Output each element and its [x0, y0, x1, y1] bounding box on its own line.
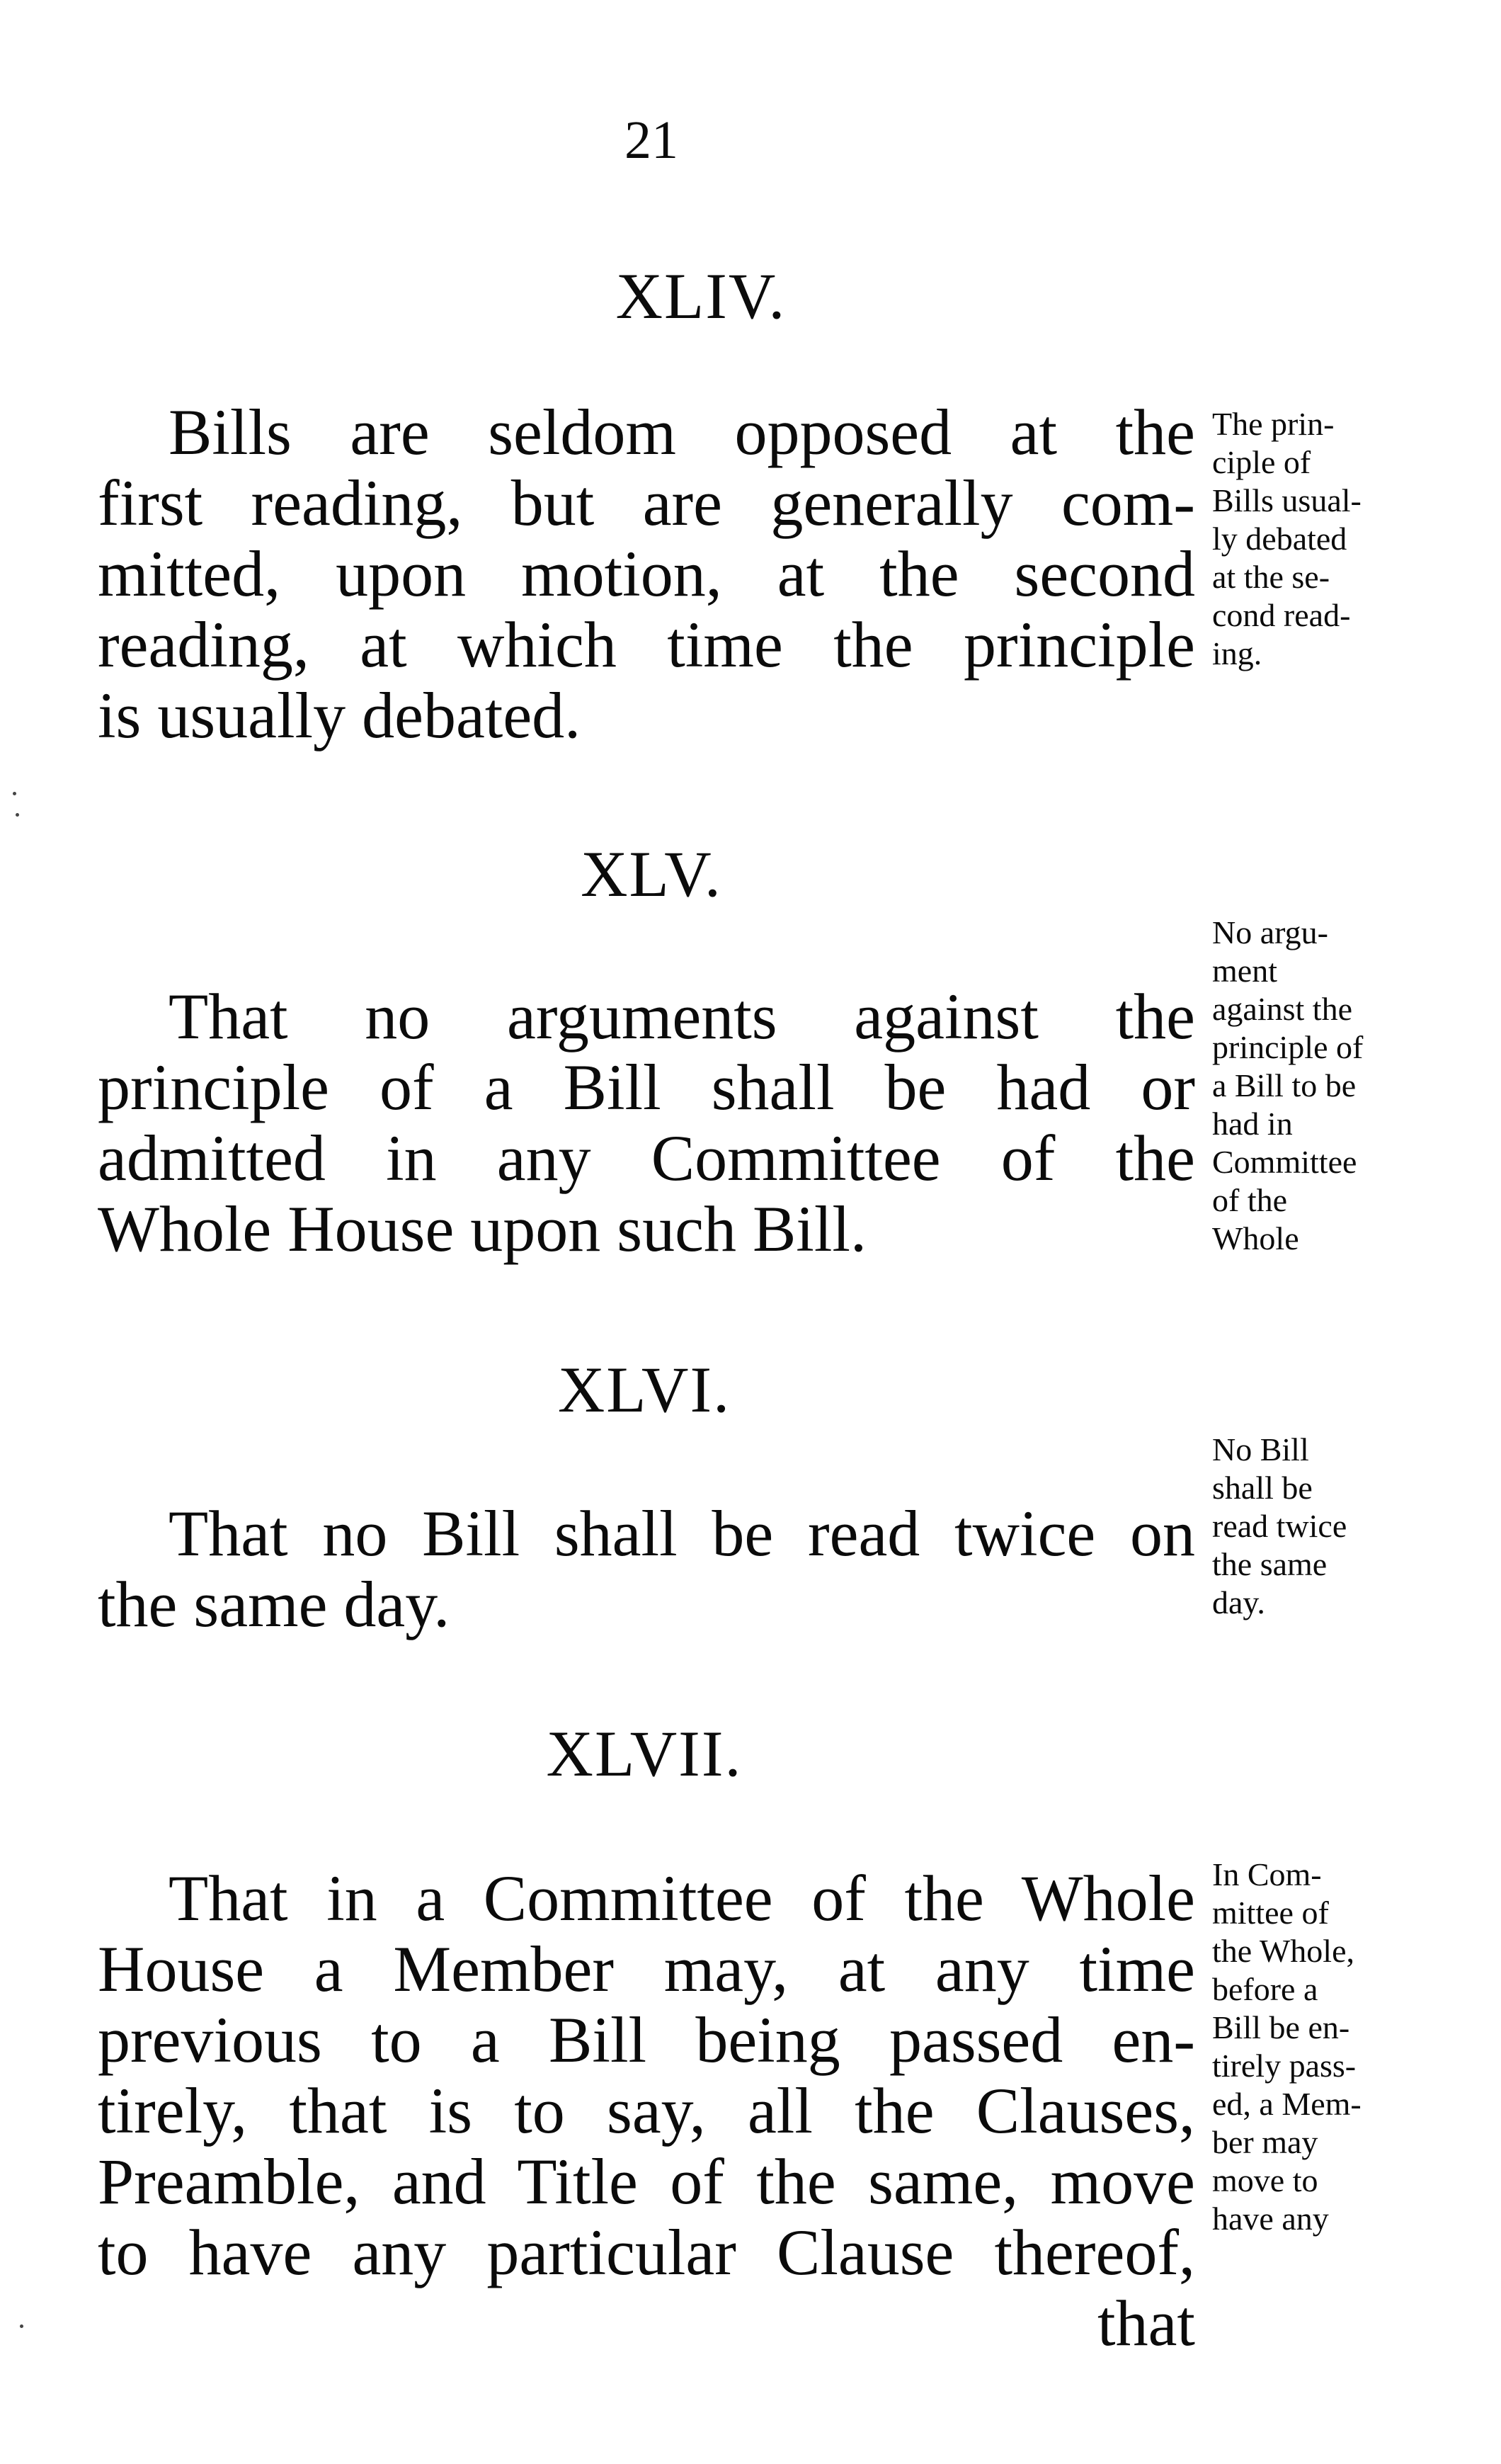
margin-note-line: the same — [1212, 1546, 1328, 1582]
margin-note-line: day. — [1212, 1584, 1265, 1620]
margin-note-line: The prin- — [1212, 406, 1335, 442]
text-line: is usually debated. — [98, 679, 581, 751]
margin-note-line: shall be — [1212, 1470, 1313, 1506]
margin-note-line: Whole — [1212, 1220, 1299, 1256]
margin-note-line: read twice — [1212, 1508, 1347, 1544]
scan-speck — [13, 792, 16, 795]
section-heading-xlvi: XLVI. — [557, 1353, 731, 1426]
text-line: That in a Committee of the Whole — [169, 1862, 1195, 1934]
margin-note-line: ing. — [1212, 635, 1262, 671]
margin-note-xlvii — [1212, 1856, 1439, 2238]
margin-note-line: Bill be en- — [1212, 2009, 1350, 2045]
margin-note-line: of the — [1212, 1182, 1288, 1218]
scan-speck — [20, 2324, 23, 2328]
margin-note-line: No Bill — [1212, 1431, 1309, 1467]
text-line: first reading, but are generally com- — [98, 467, 1195, 539]
margin-note-line: ly debated — [1212, 521, 1347, 557]
text-line: Preamble, and Title of the same, move — [98, 2145, 1195, 2218]
text-line: principle of a Bill shall be had or — [98, 1051, 1195, 1123]
scan-speck — [16, 813, 19, 817]
text-line: the same day. — [98, 1568, 450, 1640]
margin-note-line: at the se- — [1212, 559, 1330, 595]
section-text-xliv — [98, 397, 1195, 751]
margin-note-line: principle of — [1212, 1029, 1364, 1065]
margin-note-line: mittee of — [1212, 1895, 1329, 1931]
margin-note-line: a Bill to be — [1212, 1067, 1357, 1103]
margin-note-line: ber may — [1212, 2124, 1318, 2160]
margin-note-line: Bills usual- — [1212, 482, 1362, 518]
margin-note-line: had in — [1212, 1106, 1293, 1142]
text-line: Whole House upon such Bill. — [98, 1193, 867, 1265]
text-line: reading, at which time the principle — [98, 608, 1195, 681]
text-line: to have any particular Clause thereof, — [98, 2216, 1195, 2288]
text-line: that — [1097, 2287, 1195, 2359]
margin-note-line: In Com- — [1212, 1856, 1322, 1892]
margin-note-line: cond read- — [1212, 597, 1351, 633]
text-line: previous to a Bill being passed en- — [98, 2004, 1195, 2076]
text-line: tirely, that is to say, all the Clauses, — [98, 2074, 1195, 2147]
margin-note-line: ciple of — [1212, 444, 1311, 480]
margin-note-line: move to — [1212, 2162, 1318, 2198]
margin-note-line: against the — [1212, 991, 1352, 1027]
text-line: That no arguments against the — [169, 980, 1195, 1052]
text-line: admitted in any Committee of the — [98, 1122, 1195, 1194]
margin-note-line: ment — [1212, 953, 1277, 989]
text-line: House a Member may, at any time — [98, 1933, 1195, 2005]
margin-note-line: ed, a Mem- — [1212, 2086, 1362, 2122]
margin-note-xliv — [1212, 405, 1439, 673]
margin-note-xlv — [1212, 914, 1439, 1258]
section-heading-xliv: XLIV. — [615, 260, 787, 332]
margin-note-line: tirely pass- — [1212, 2048, 1357, 2084]
section-text-xlv — [98, 981, 1195, 1264]
margin-note-line: before a — [1212, 1971, 1318, 2007]
margin-note-line: the Whole, — [1212, 1933, 1354, 1969]
text-line: That no Bill shall be read twice on — [169, 1497, 1195, 1569]
margin-note-line: Committee — [1212, 1144, 1357, 1180]
page-number: 21 — [624, 110, 678, 170]
section-text-xlvii — [98, 1863, 1195, 2358]
text-line: mitted, upon motion, at the second — [98, 538, 1195, 610]
text-line: Bills are seldom opposed at the — [169, 396, 1195, 468]
section-heading-xlv: XLV. — [581, 838, 722, 910]
margin-note-xlvi — [1212, 1431, 1439, 1622]
section-text-xlvi — [98, 1498, 1195, 1640]
margin-note-line: No argu- — [1212, 914, 1328, 950]
margin-note-line: have any — [1212, 2201, 1329, 2237]
section-heading-xlvii: XLVII. — [546, 1718, 743, 1790]
